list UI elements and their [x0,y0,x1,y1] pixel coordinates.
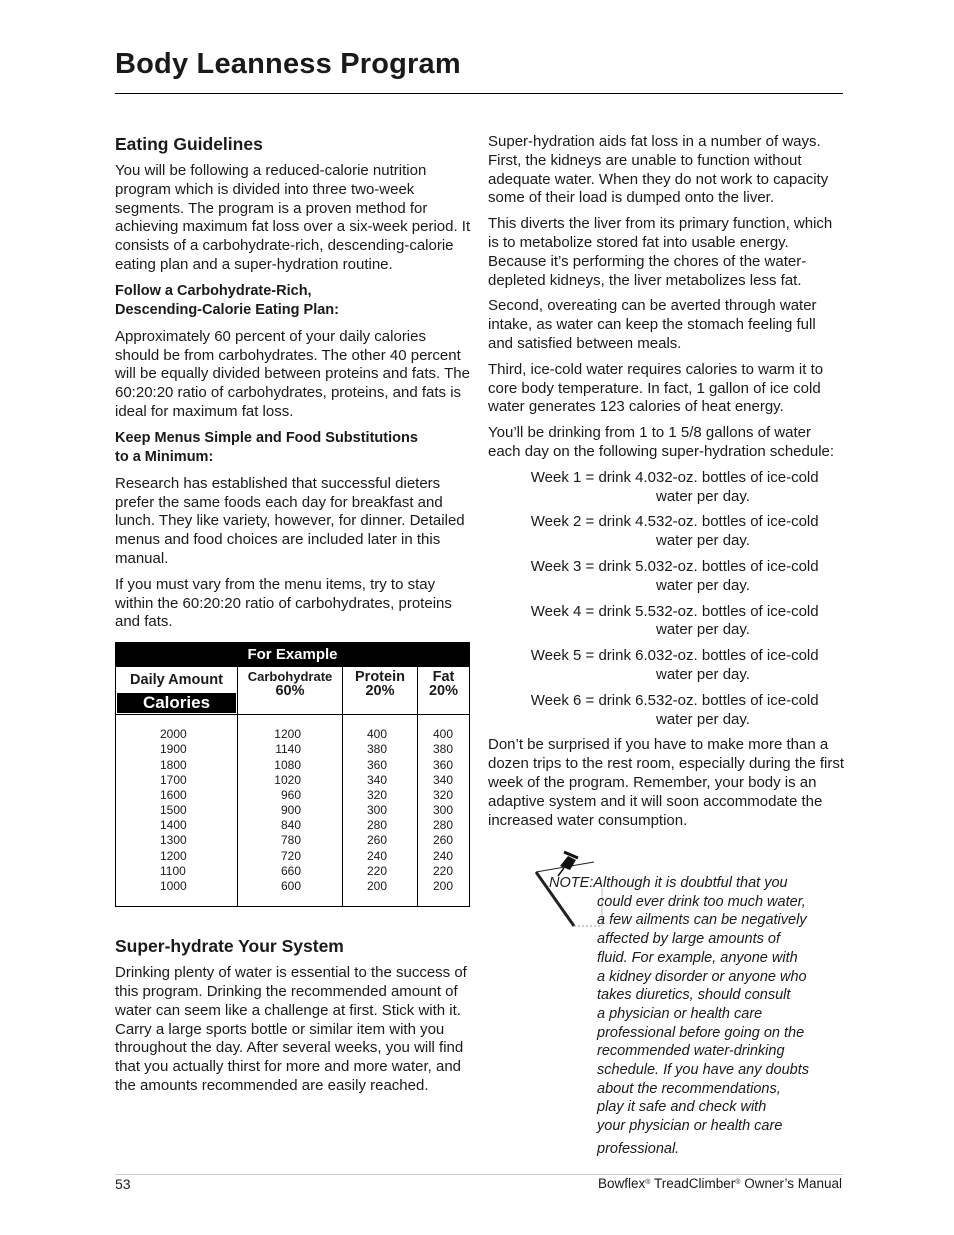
footer-product: TreadClimber [653,1176,736,1191]
week-detail-line2: water per day. [656,665,750,683]
table-cell: 900 [280,803,301,818]
table-cell: 1080 [274,757,301,772]
table-cell: 340 [367,772,388,787]
footer-brand: Bowflex [598,1176,646,1191]
week-label: Week 2 = drink 4.5 [530,513,656,531]
week-label: Week 4 = drink 5.5 [530,602,656,620]
registered-mark: ® [735,1179,741,1186]
calories-column-header [116,667,237,715]
table-cell: 1500 [160,803,187,818]
week-detail-line2: water per day. [656,710,750,728]
note-callout [506,848,846,1168]
overeating-paragraph: Second, overeating can be averted through water intake, as water can keep the stomach feeling full and satisfied between meals. [488,297,817,352]
table-cell: 1800 [160,757,187,772]
note-line: your physician or health care [597,1118,783,1135]
note-line: fluid. For example, anyone with [597,949,798,966]
table-cell: 360 [433,757,454,772]
calories-values [116,715,237,906]
note-line: a physician or health care [597,1005,763,1022]
table-cell: 1200 [160,848,187,863]
week-detail-line1: 32-oz. bottles of ice-cold [656,691,819,709]
note-line: play it safe and check with [597,1099,767,1116]
note-line: a kidney disorder or anyone who [597,968,807,985]
fat-column [418,667,469,906]
note-line: NOTE:Although it is doubtful that you [549,875,788,891]
table-cell: 280 [433,818,454,833]
note-line: about the recommendations, [597,1080,781,1097]
note-line: takes diuretics, should consult [597,987,791,1004]
simple-menus-subheading-line2: to a Minimum: [115,449,214,466]
table-cell: 400 [433,727,454,742]
footer-manual-title [598,1176,842,1191]
rest-room-paragraph: Don’t be surprised if you have to make more than a dozen trips to the rest room, especially during the first week of the program. Remember, your body is an adaptive system and it will soon accommodate the increased water consumption. [488,736,845,829]
week-detail-line1: 32-oz. bottles of ice-cold [656,557,819,575]
table-cell: 1700 [160,772,187,787]
table-cell: 260 [433,833,454,848]
table-cell: 600 [280,879,301,894]
protein-label: Protein [355,669,405,686]
calories-label: Calories [117,693,236,713]
calories-column [116,667,238,906]
carbohydrate-percent: 60% [275,683,305,700]
registered-mark: ® [645,1179,651,1186]
list-item [488,558,844,596]
daily-amount-label: Daily Amount [130,672,223,689]
table-cell: 1600 [160,787,187,802]
ice-cold-paragraph: Third, ice-cold water requires calories to warm it to core body temperature. In fact, 1 gallon of ice cold water generates 123 calories of heat energy. [488,360,824,416]
table-cell: 720 [280,848,301,863]
table-cell: 1140 [275,742,301,757]
note-line: affected by large amounts of [597,931,780,948]
hydration-schedule [488,469,844,730]
table-cell: 260 [367,833,388,848]
note-line: schedule. If you have any doubts [597,1062,810,1079]
table-cell: 220 [367,863,388,878]
example-calorie-table [115,642,470,907]
fat-label: Fat [432,669,455,686]
liver-paragraph: This diverts the liver from its primary function, which is to metabolize stored fat into usable energy. Because it’s performing the chores of the water-depleted kidneys, the liver metabolizes less fat. [488,215,833,289]
week-detail-line2: water per day. [656,576,750,594]
table-cell: 960 [280,787,301,802]
super-hydrate-paragraph: Drinking plenty of water is essential to the success of this program. Drinking the recommended amount of water can seem like a challenge at first. Stick with it. Carry a large sports bottle or similar item with you throughout the day. After several weeks, you will find that you actually thirst for more and more water, and the amounts recommended are easily reached. [115,964,467,1094]
week-detail-line1: 32-oz. bottles of ice-cold [656,602,819,620]
table-cell: 220 [433,863,454,878]
table-cell: 240 [433,848,454,863]
note-line: could ever drink too much water, [597,893,806,910]
table-cell: 1300 [160,833,187,848]
table-cell: 340 [433,772,454,787]
protein-percent: 20% [365,683,395,700]
table-cell: 320 [433,787,454,802]
table-cell: 400 [367,727,388,742]
list-item [488,647,844,685]
carb-rich-subheading-line1: Follow a Carbohydrate-Rich, [115,282,312,299]
note-line: professional before going on the [597,1024,805,1041]
table-cell: 200 [367,879,388,894]
list-item [488,513,844,551]
week-detail-line1: 32-oz. bottles of ice-cold [656,468,819,486]
fat-values [418,715,469,906]
vary-menu-paragraph: If you must vary from the menu items, try to stay within the 60:20:20 ratio of carbohydrates, proteins and fats. [115,575,452,631]
note-line: recommended water-drinking [597,1043,785,1060]
table-cell: 780 [280,833,301,848]
note-line: professional. [597,1140,680,1157]
table-cell: 1200 [274,727,301,742]
table-cell: 240 [367,848,388,863]
fat-percent: 20% [428,683,459,700]
footer-suffix: Owner’s Manual [744,1176,842,1191]
title-divider [115,93,843,94]
week-detail-line1: 32-oz. bottles of ice-cold [656,513,819,531]
carbohydrate-label: Carbohydrate [247,669,333,685]
carb-rich-subheading-line2: Descending-Calorie Eating Plan: [115,302,339,319]
week-detail-line2: water per day. [656,532,750,550]
eating-guidelines-heading: Eating Guidelines [115,134,263,154]
super-hydrate-heading: Super-hydrate Your System [115,936,344,957]
table-cell: 1100 [160,863,186,878]
table-cell: 200 [433,879,454,894]
page-title: Body Leanness Program [115,48,461,80]
list-item [488,469,844,507]
week-label: Week 5 = drink 6.0 [530,647,656,665]
schedule-intro-paragraph: You’ll be drinking from 1 to 1 5/8 gallons of water each day on the following super-hydration schedule: [488,424,835,460]
carb-ratio-paragraph: Approximately 60 percent of your daily calories should be from carbohydrates. The other 40 percent will be equally divided between proteins and fats. The 60:20:20 ratio of carbohydrates, proteins, and fats is ideal for maximum fat loss. [115,327,470,420]
table-cell: 660 [280,863,301,878]
week-detail-line1: 32-oz. bottles of ice-cold [656,647,819,665]
table-cell: 1000 [160,879,187,894]
note-text [549,874,849,1159]
list-item [488,603,844,641]
table-cell: 2000 [160,727,187,742]
week-label: Week 1 = drink 4.0 [530,468,656,486]
protein-column-header [343,667,417,715]
table-cell: 1900 [160,742,187,757]
hydration-benefits-paragraph: Super-hydration aids fat loss in a number of ways. First, the kidneys are unable to function without adequate water. When they do not work to capacity some of their load is dumped onto the liver. [488,133,829,207]
carbohydrate-column [238,667,343,906]
table-cell: 1400 [160,818,187,833]
simple-menus-subheading-line1: Keep Menus Simple and Food Substitutions [115,429,418,446]
table-cell: 360 [367,757,388,772]
table-cell: 380 [367,742,388,757]
fat-column-header [418,667,469,715]
table-cell: 380 [433,742,454,757]
research-paragraph: Research has established that successful dieters prefer the same foods each day for breakfast and lunch. They like variety, however, for dinner. Detailed menus and food choices are included later in this manual. [115,474,465,567]
note-line: a few ailments can be negatively [597,912,807,929]
table-cell: 280 [367,818,388,833]
table-cell: 840 [280,818,301,833]
left-column [115,133,471,1103]
table-cell: 300 [433,803,454,818]
table-cell: 1020 [274,772,301,787]
week-detail-line2: water per day. [656,621,750,639]
week-detail-line2: water per day. [656,487,750,505]
week-label: Week 3 = drink 5.0 [530,557,656,575]
page-number: 53 [115,1176,131,1192]
protein-values [343,715,417,906]
eating-intro-paragraph: You will be following a reduced-calorie nutrition program which is divided into three two-week segments. The program is a proven method for achieving maximum fat loss over a six-week period. It consists of a carbohydrate-rich, descending-calorie eating plan and a super-hydration routine. [115,162,471,273]
table-cell: 320 [367,787,388,802]
table-cell: 300 [367,803,388,818]
carb-rich-subheading [115,282,471,321]
footer-divider [115,1174,843,1175]
table-caption: For Example [116,643,469,667]
protein-column [343,667,418,906]
carbohydrate-values [238,715,342,906]
list-item [488,692,844,730]
right-column [488,133,844,837]
simple-menus-subheading [115,429,471,468]
carbohydrate-column-header [238,667,342,715]
week-label: Week 6 = drink 6.5 [530,691,656,709]
